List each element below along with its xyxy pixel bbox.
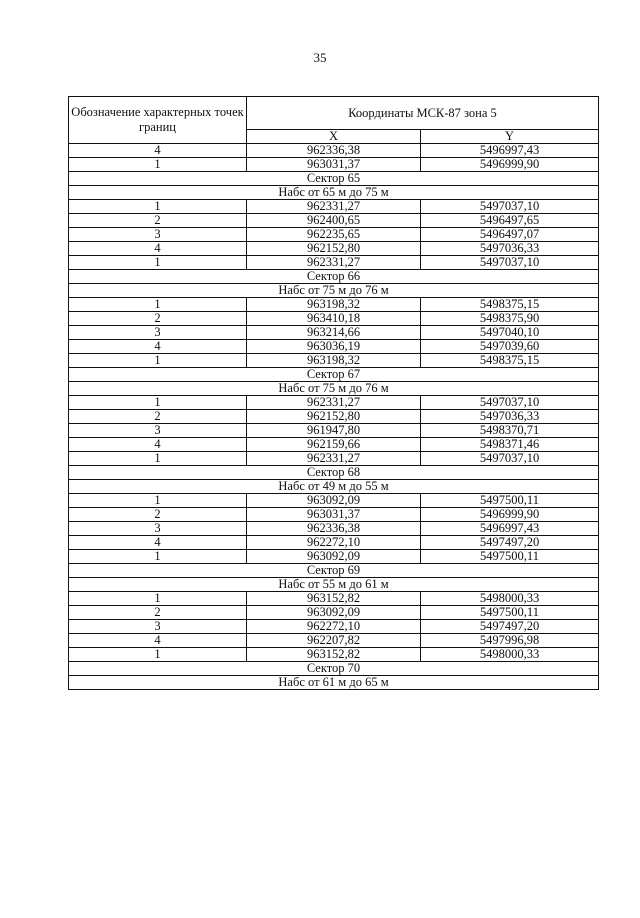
x-coordinate-cell: 962400,65 bbox=[247, 214, 421, 228]
x-coordinate-cell: 963092,09 bbox=[247, 550, 421, 564]
y-coordinate-cell: 5496997,43 bbox=[421, 522, 599, 536]
point-number-cell: 2 bbox=[69, 508, 247, 522]
x-coordinate-cell: 963214,66 bbox=[247, 326, 421, 340]
table-row bbox=[69, 606, 599, 620]
section-label: Сектор 65 bbox=[69, 172, 599, 186]
section-row bbox=[69, 466, 599, 480]
point-number-cell: 1 bbox=[69, 298, 247, 312]
y-coordinate-cell: 5498375,15 bbox=[421, 354, 599, 368]
table-row bbox=[69, 312, 599, 326]
table-row bbox=[69, 396, 599, 410]
x-coordinate-cell: 963198,32 bbox=[247, 354, 421, 368]
y-coordinate-cell: 5498371,46 bbox=[421, 438, 599, 452]
table-row bbox=[69, 424, 599, 438]
y-coordinate-cell: 5497996,98 bbox=[421, 634, 599, 648]
table-row bbox=[69, 326, 599, 340]
table-row bbox=[69, 354, 599, 368]
table-row bbox=[69, 620, 599, 634]
y-coordinate-cell: 5497500,11 bbox=[421, 550, 599, 564]
point-number-cell: 2 bbox=[69, 410, 247, 424]
y-coordinate-cell: 5496997,43 bbox=[421, 144, 599, 158]
y-coordinate-cell: 5496497,65 bbox=[421, 214, 599, 228]
y-coordinate-cell: 5496999,90 bbox=[421, 158, 599, 172]
point-number-cell: 4 bbox=[69, 340, 247, 354]
table-row bbox=[69, 214, 599, 228]
y-coordinate-cell: 5498375,15 bbox=[421, 298, 599, 312]
y-coordinate-cell: 5496999,90 bbox=[421, 508, 599, 522]
section-label: Сектор 68 bbox=[69, 466, 599, 480]
x-coordinate-cell: 963152,82 bbox=[247, 592, 421, 606]
x-coordinate-cell: 963152,82 bbox=[247, 648, 421, 662]
y-coordinate-cell: 5497500,11 bbox=[421, 606, 599, 620]
point-number-cell: 4 bbox=[69, 634, 247, 648]
table-row bbox=[69, 158, 599, 172]
coordinates-header: Координаты МСК-87 зона 5 bbox=[247, 97, 599, 130]
point-number-cell: 3 bbox=[69, 228, 247, 242]
section-row bbox=[69, 186, 599, 200]
y-coordinate-cell: 5497037,10 bbox=[421, 200, 599, 214]
y-coordinate-cell: 5497040,10 bbox=[421, 326, 599, 340]
y-coordinate-cell: 5498375,90 bbox=[421, 312, 599, 326]
section-row bbox=[69, 564, 599, 578]
point-number-cell: 1 bbox=[69, 396, 247, 410]
x-coordinate-cell: 962336,38 bbox=[247, 522, 421, 536]
x-coordinate-cell: 962159,66 bbox=[247, 438, 421, 452]
table-row bbox=[69, 256, 599, 270]
y-coordinate-cell: 5498000,33 bbox=[421, 648, 599, 662]
table-row bbox=[69, 522, 599, 536]
section-label: Набс от 55 м до 61 м bbox=[69, 578, 599, 592]
table-row bbox=[69, 592, 599, 606]
section-row bbox=[69, 382, 599, 396]
y-coordinate-cell: 5498370,71 bbox=[421, 424, 599, 438]
section-row bbox=[69, 662, 599, 676]
point-number-cell: 1 bbox=[69, 354, 247, 368]
y-coordinate-cell: 5497036,33 bbox=[421, 410, 599, 424]
y-coordinate-cell: 5497037,10 bbox=[421, 452, 599, 466]
table-row bbox=[69, 242, 599, 256]
point-number-cell: 1 bbox=[69, 648, 247, 662]
x-coordinate-cell: 962331,27 bbox=[247, 200, 421, 214]
table-row bbox=[69, 648, 599, 662]
x-coordinate-cell: 963092,09 bbox=[247, 494, 421, 508]
table-row bbox=[69, 228, 599, 242]
x-coordinate-cell: 962331,27 bbox=[247, 396, 421, 410]
page-number: 35 bbox=[313, 50, 327, 65]
section-label: Набс от 75 м до 76 м bbox=[69, 382, 599, 396]
point-label-header: Обозначение характерных точек границ bbox=[69, 97, 247, 144]
section-row bbox=[69, 172, 599, 186]
point-number-cell: 1 bbox=[69, 592, 247, 606]
section-label: Набс от 65 м до 75 м bbox=[69, 186, 599, 200]
x-coordinate-cell: 963031,37 bbox=[247, 158, 421, 172]
x-coordinate-cell: 962207,82 bbox=[247, 634, 421, 648]
section-row bbox=[69, 676, 599, 690]
point-number-cell: 1 bbox=[69, 550, 247, 564]
section-label: Набс от 61 м до 65 м bbox=[69, 676, 599, 690]
x-coordinate-cell: 962152,80 bbox=[247, 410, 421, 424]
x-coordinate-cell: 963036,19 bbox=[247, 340, 421, 354]
point-number-cell: 4 bbox=[69, 242, 247, 256]
x-column-header: X bbox=[247, 130, 421, 144]
y-coordinate-cell: 5497036,33 bbox=[421, 242, 599, 256]
table-row bbox=[69, 494, 599, 508]
point-number-cell: 2 bbox=[69, 606, 247, 620]
section-label: Сектор 66 bbox=[69, 270, 599, 284]
y-coordinate-cell: 5496497,07 bbox=[421, 228, 599, 242]
point-number-cell: 2 bbox=[69, 214, 247, 228]
section-row bbox=[69, 368, 599, 382]
x-coordinate-cell: 961947,80 bbox=[247, 424, 421, 438]
point-number-cell: 1 bbox=[69, 158, 247, 172]
table-row bbox=[69, 298, 599, 312]
x-coordinate-cell: 962235,65 bbox=[247, 228, 421, 242]
section-row bbox=[69, 284, 599, 298]
section-label: Сектор 70 bbox=[69, 662, 599, 676]
x-coordinate-cell: 963092,09 bbox=[247, 606, 421, 620]
y-column-header: Y bbox=[421, 130, 599, 144]
x-coordinate-cell: 962336,38 bbox=[247, 144, 421, 158]
x-coordinate-cell: 962152,80 bbox=[247, 242, 421, 256]
table-header-row bbox=[69, 97, 599, 130]
y-coordinate-cell: 5497500,11 bbox=[421, 494, 599, 508]
table-row bbox=[69, 144, 599, 158]
section-label: Набс от 75 м до 76 м bbox=[69, 284, 599, 298]
table-row bbox=[69, 340, 599, 354]
point-number-cell: 4 bbox=[69, 144, 247, 158]
table-row bbox=[69, 550, 599, 564]
y-coordinate-cell: 5497497,20 bbox=[421, 620, 599, 634]
x-coordinate-cell: 962272,10 bbox=[247, 536, 421, 550]
point-number-cell: 1 bbox=[69, 494, 247, 508]
section-label: Набс от 49 м до 55 м bbox=[69, 480, 599, 494]
x-coordinate-cell: 962272,10 bbox=[247, 620, 421, 634]
y-coordinate-cell: 5497037,10 bbox=[421, 256, 599, 270]
section-row bbox=[69, 578, 599, 592]
y-coordinate-cell: 5497037,10 bbox=[421, 396, 599, 410]
table-row bbox=[69, 452, 599, 466]
x-coordinate-cell: 963410,18 bbox=[247, 312, 421, 326]
point-number-cell: 1 bbox=[69, 200, 247, 214]
y-coordinate-cell: 5497497,20 bbox=[421, 536, 599, 550]
point-number-cell: 3 bbox=[69, 620, 247, 634]
point-number-cell: 4 bbox=[69, 536, 247, 550]
section-row bbox=[69, 480, 599, 494]
x-coordinate-cell: 962331,27 bbox=[247, 452, 421, 466]
point-number-cell: 1 bbox=[69, 256, 247, 270]
table-row bbox=[69, 200, 599, 214]
x-coordinate-cell: 963198,32 bbox=[247, 298, 421, 312]
table-row bbox=[69, 536, 599, 550]
table-row bbox=[69, 508, 599, 522]
y-coordinate-cell: 5497039,60 bbox=[421, 340, 599, 354]
point-number-cell: 3 bbox=[69, 424, 247, 438]
point-number-cell: 3 bbox=[69, 522, 247, 536]
point-number-cell: 2 bbox=[69, 312, 247, 326]
table-row bbox=[69, 410, 599, 424]
section-label: Сектор 67 bbox=[69, 368, 599, 382]
y-coordinate-cell: 5498000,33 bbox=[421, 592, 599, 606]
table-row bbox=[69, 438, 599, 452]
section-label: Сектор 69 bbox=[69, 564, 599, 578]
coordinates-table bbox=[68, 96, 599, 690]
x-coordinate-cell: 962331,27 bbox=[247, 256, 421, 270]
x-coordinate-cell: 963031,37 bbox=[247, 508, 421, 522]
section-row bbox=[69, 270, 599, 284]
point-number-cell: 1 bbox=[69, 452, 247, 466]
point-number-cell: 3 bbox=[69, 326, 247, 340]
point-number-cell: 4 bbox=[69, 438, 247, 452]
table-row bbox=[69, 634, 599, 648]
